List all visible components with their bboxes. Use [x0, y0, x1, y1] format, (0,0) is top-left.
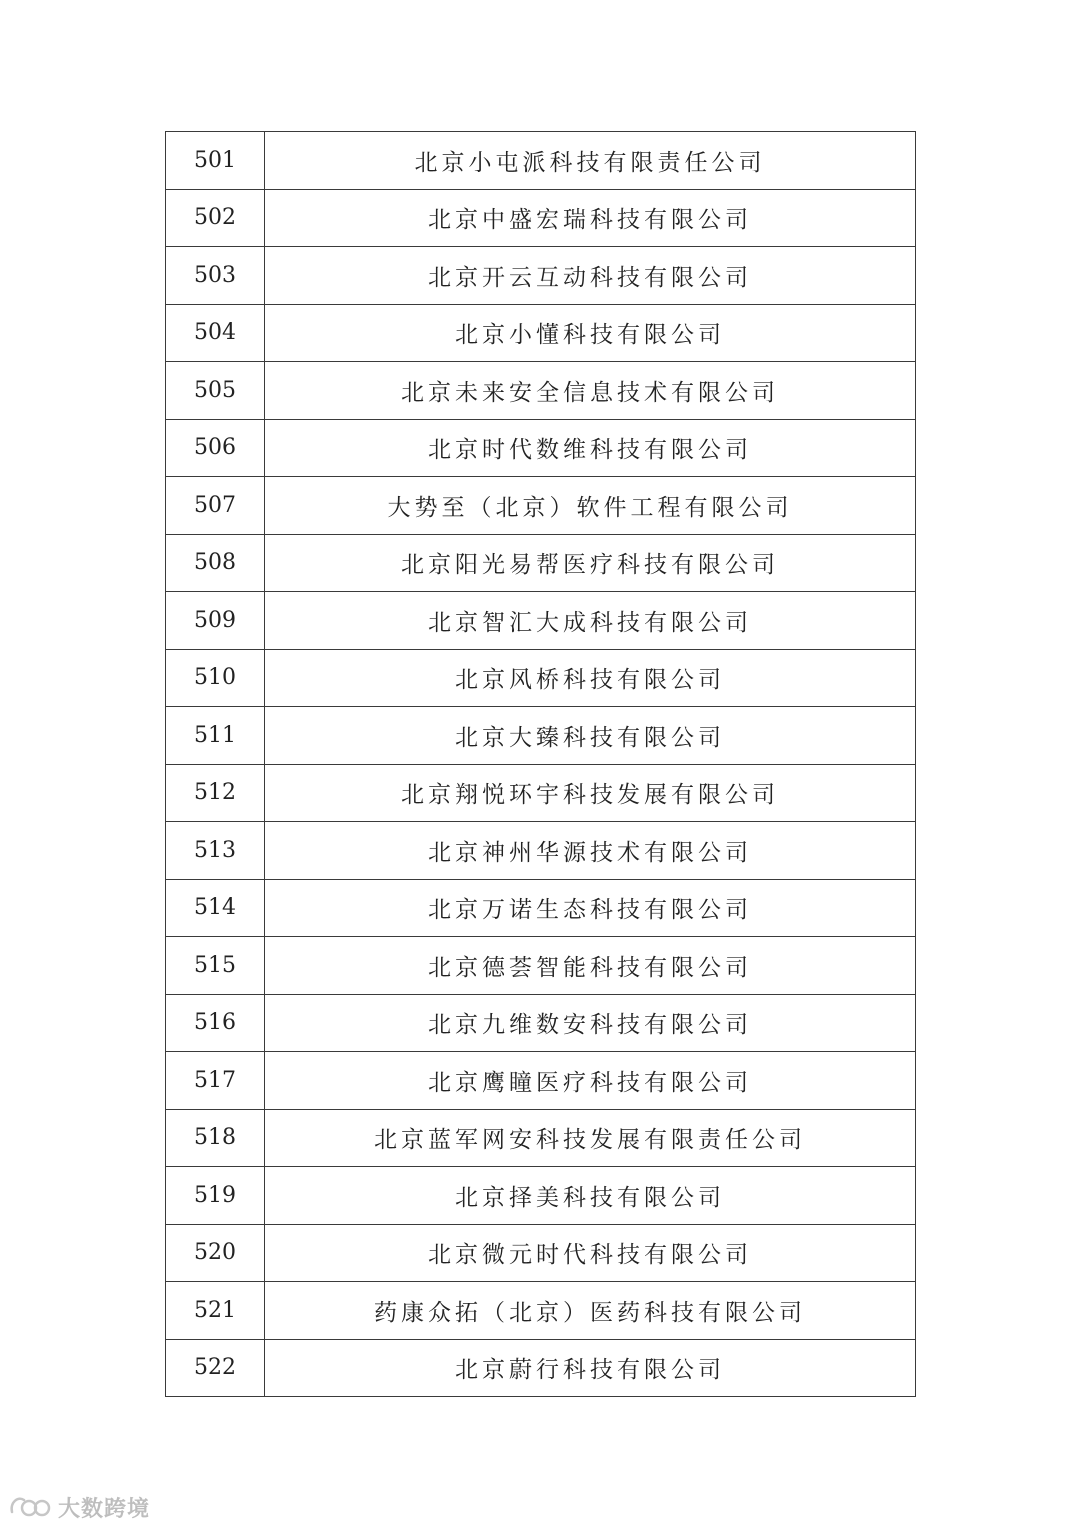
company-name: 北京阳光易帮医疗科技有限公司	[265, 534, 916, 592]
company-name: 北京智汇大成科技有限公司	[265, 592, 916, 650]
company-name: 北京中盛宏瑞科技有限公司	[265, 189, 916, 247]
table-row	[166, 477, 916, 535]
company-name: 北京鹰瞳医疗科技有限公司	[265, 1052, 916, 1110]
table-row	[166, 189, 916, 247]
table-row	[166, 994, 916, 1052]
row-number: 514	[166, 879, 265, 937]
row-number: 515	[166, 937, 265, 995]
company-name: 北京德荟智能科技有限公司	[265, 937, 916, 995]
row-number: 506	[166, 419, 265, 477]
company-name: 北京时代数维科技有限公司	[265, 419, 916, 477]
row-number: 512	[166, 764, 265, 822]
company-name: 北京微元时代科技有限公司	[265, 1224, 916, 1282]
company-name: 大势至（北京）软件工程有限公司	[265, 477, 916, 535]
table-body	[166, 132, 916, 1397]
table-row	[166, 937, 916, 995]
watermark	[8, 1490, 150, 1524]
row-number: 522	[166, 1339, 265, 1397]
table-row	[166, 822, 916, 880]
table-row	[166, 132, 916, 190]
row-number: 521	[166, 1282, 265, 1340]
row-number: 510	[166, 649, 265, 707]
table-row	[166, 1052, 916, 1110]
company-name: 北京大臻科技有限公司	[265, 707, 916, 765]
company-name: 北京小屯派科技有限责任公司	[265, 132, 916, 190]
table-row	[166, 1339, 916, 1397]
row-number: 508	[166, 534, 265, 592]
row-number: 520	[166, 1224, 265, 1282]
table-row	[166, 592, 916, 650]
row-number: 519	[166, 1167, 265, 1225]
table-row	[166, 419, 916, 477]
table-row	[166, 362, 916, 420]
company-name: 北京翔悦环宇科技发展有限公司	[265, 764, 916, 822]
table-row	[166, 534, 916, 592]
row-number: 502	[166, 189, 265, 247]
company-name: 北京蓝军网安科技发展有限责任公司	[265, 1109, 916, 1167]
company-name: 北京风桥科技有限公司	[265, 649, 916, 707]
company-name: 北京神州华源技术有限公司	[265, 822, 916, 880]
watermark-text: 大数跨境	[58, 1496, 151, 1522]
company-list-table	[165, 131, 916, 1397]
company-name: 北京蔚行科技有限公司	[265, 1339, 916, 1397]
row-number: 505	[166, 362, 265, 420]
table-row	[166, 1224, 916, 1282]
row-number: 517	[166, 1052, 265, 1110]
company-name: 北京万诺生态科技有限公司	[265, 879, 916, 937]
company-name: 北京开云互动科技有限公司	[265, 247, 916, 305]
row-number: 513	[166, 822, 265, 880]
company-name: 北京九维数安科技有限公司	[265, 994, 916, 1052]
row-number: 501	[166, 132, 265, 190]
row-number: 503	[166, 247, 265, 305]
company-name: 北京择美科技有限公司	[265, 1167, 916, 1225]
row-number: 509	[166, 592, 265, 650]
row-number: 518	[166, 1109, 265, 1167]
row-number: 504	[166, 304, 265, 362]
table-row	[166, 304, 916, 362]
table-row	[166, 707, 916, 765]
table-row	[166, 1109, 916, 1167]
table-row	[166, 1167, 916, 1225]
company-name: 北京小懂科技有限公司	[265, 304, 916, 362]
table-row	[166, 1282, 916, 1340]
company-name: 北京未来安全信息技术有限公司	[265, 362, 916, 420]
table-row	[166, 649, 916, 707]
table-row	[166, 879, 916, 937]
logo-icon	[8, 1490, 52, 1524]
row-number: 516	[166, 994, 265, 1052]
table-row	[166, 764, 916, 822]
row-number: 507	[166, 477, 265, 535]
company-name: 药康众拓（北京）医药科技有限公司	[265, 1282, 916, 1340]
row-number: 511	[166, 707, 265, 765]
table-row	[166, 247, 916, 305]
